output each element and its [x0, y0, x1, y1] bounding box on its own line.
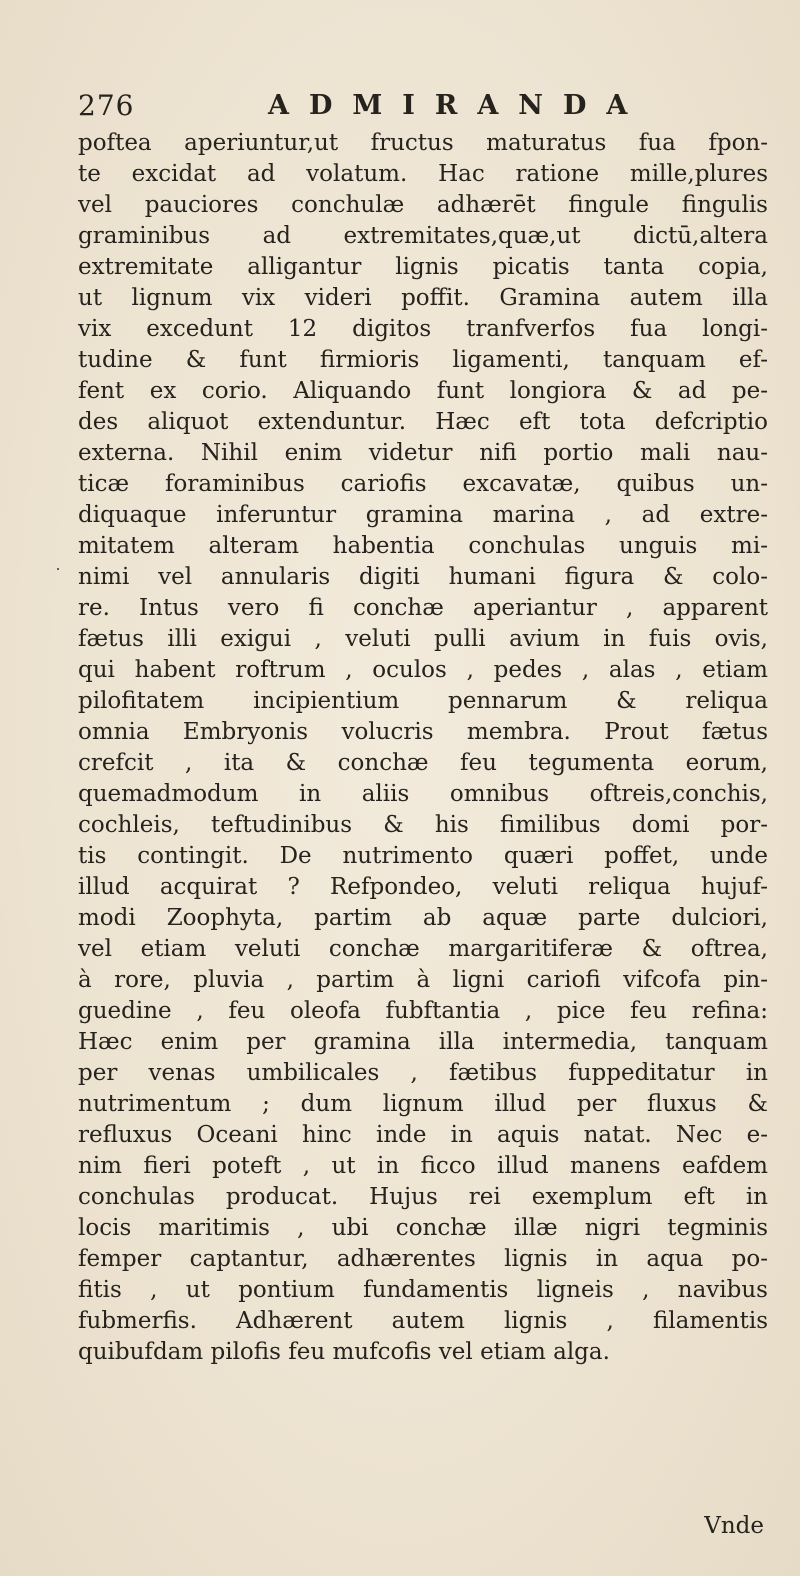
text-line: Hæc enim per gramina illa intermedia, tanquam: [78, 1029, 768, 1055]
text-line: vix excedunt 12 digitos tranfverfos fua longi-: [78, 316, 768, 342]
text-line: tis contingit. De nutrimento quæri poffet, unde: [78, 843, 768, 869]
text-line: qui habent roftrum , oculos , pedes , alas , etiam: [78, 657, 768, 683]
text-line: pilofitatem incipientium pennarum & reliqua: [78, 688, 768, 714]
text-line: nimi vel annularis digiti humani figura & colo-: [78, 564, 768, 590]
text-line: te excidat ad volatum. Hac ratione mille,plures: [78, 161, 768, 187]
text-line: vel etiam veluti conchæ margaritiferæ & oftrea,: [78, 936, 768, 962]
text-line: quibufdam pilofis feu mufcofis vel etiam alga.: [78, 1339, 610, 1365]
text-line: ticæ foraminibus cariofis excavatæ, quibus un-: [78, 471, 768, 497]
text-line: fent ex corio. Aliquando funt longiora & ad pe-: [78, 378, 768, 404]
text-line: guedine , feu oleofa fubftantia , pice feu refina:: [78, 998, 768, 1024]
body-text: [78, 128, 768, 1368]
text-line: fætus illi exigui , veluti pulli avium in fuis ovis,: [78, 626, 768, 652]
text-line: nutrimentum ; dum lignum illud per fluxus &: [78, 1091, 768, 1117]
running-head: ADMIRANDA: [268, 90, 648, 121]
text-line: extremitate alligantur lignis picatis tanta copia,: [78, 254, 768, 280]
text-line: fitis , ut pontium fundamentis ligneis , navibus: [78, 1277, 768, 1303]
text-line: femper captantur, adhærentes lignis in aqua po-: [78, 1246, 768, 1272]
text-line: refluxus Oceani hinc inde in aquis natat. Nec e-: [78, 1122, 768, 1148]
text-line: quemadmodum in aliis omnibus oftreis,conchis,: [78, 781, 768, 807]
text-line: conchulas producat. Hujus rei exemplum eft in: [78, 1184, 768, 1210]
text-line: vel pauciores conchulæ adhærēt fingule fingulis: [78, 192, 768, 218]
text-line: diquaque inferuntur gramina marina , ad extre-: [78, 502, 768, 528]
text-line: externa. Nihil enim videtur nifi portio mali nau-: [78, 440, 768, 466]
text-line: graminibus ad extremitates,quæ,ut dictū,altera: [78, 223, 768, 249]
text-line: à rore, pluvia , partim à ligni cariofi vifcofa pin-: [78, 967, 768, 993]
text-line: ut lignum vix videri poffit. Gramina autem illa: [78, 285, 768, 311]
page-header: [78, 84, 768, 128]
text-line: crefcit , ita & conchæ feu tegumenta eorum,: [78, 750, 768, 776]
page-number: 276: [78, 89, 135, 122]
text-line: modi Zoophyta, partim ab aquæ parte dulciori,: [78, 905, 768, 931]
catchword: Vnde: [704, 1513, 764, 1539]
text-line: mitatem alteram habentia conchulas unguis mi-: [78, 533, 768, 559]
text-line: per venas umbilicales , fætibus fuppeditatur in: [78, 1060, 768, 1086]
text-line: omnia Embryonis volucris membra. Prout fætus: [78, 719, 768, 745]
ink-speck: [57, 568, 59, 570]
text-line: locis maritimis , ubi conchæ illæ nigri tegminis: [78, 1215, 768, 1241]
text-line: des aliquot extenduntur. Hæc eft tota defcriptio: [78, 409, 768, 435]
text-line: tudine & funt firmioris ligamenti, tanquam ef-: [78, 347, 768, 373]
text-line: poftea aperiuntur,ut fructus maturatus fua fpon-: [78, 130, 768, 156]
text-line: re. Intus vero fi conchæ aperiantur , apparent: [78, 595, 768, 621]
text-line: fubmerfis. Adhærent autem lignis , filamentis: [78, 1308, 768, 1334]
text-line: illud acquirat ? Refpondeo, veluti reliqua hujuf-: [78, 874, 768, 900]
text-line: nim fieri poteft , ut in ficco illud manens eafdem: [78, 1153, 768, 1179]
text-line: cochleis, teftudinibus & his fimilibus domi por-: [78, 812, 768, 838]
